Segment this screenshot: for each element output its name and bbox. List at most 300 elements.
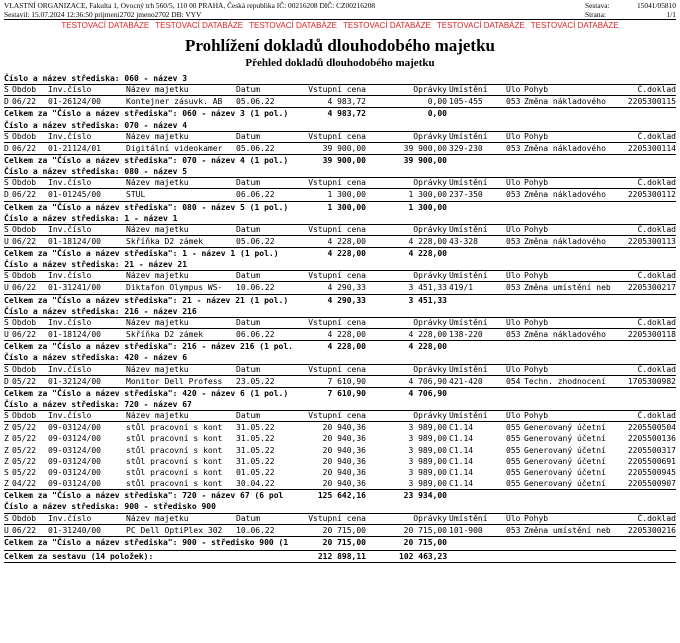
cell-vstupni: 7 610,90 bbox=[327, 376, 366, 386]
cell-s: Z bbox=[4, 456, 9, 466]
cell-datum: 10.06.22 bbox=[236, 283, 275, 293]
cell-nazev: Kontejner zásuvk. AB bbox=[126, 97, 223, 107]
column-header-vstupni: Vstupní cena bbox=[308, 411, 366, 421]
grand-total-row bbox=[4, 550, 676, 563]
cell-opravky: 3 989,00 bbox=[408, 434, 447, 444]
column-header-obdobi: Obdob bbox=[12, 318, 37, 327]
cell-s: D bbox=[4, 97, 9, 107]
cell-pohyb: Změna nákladového bbox=[524, 143, 606, 153]
table-row bbox=[4, 189, 676, 200]
section-total-vstupni: 7 610,90 bbox=[327, 388, 366, 398]
column-header-pohyb: Pohyb bbox=[524, 318, 549, 327]
created-by-line: Sestavil: 15.07.2024 12:36:50 prijmeni2702 jmeno2702 DB: VYV bbox=[4, 10, 202, 19]
column-header-row bbox=[4, 513, 676, 525]
cell-opravky: 20 715,00 bbox=[403, 525, 447, 535]
column-header-s: S bbox=[4, 271, 9, 281]
cell-nazev: stůl pracovní s kont bbox=[126, 467, 223, 477]
cell-inv: 01-31241/00 bbox=[48, 283, 101, 293]
column-header-vstupni: Vstupní cena bbox=[308, 178, 366, 188]
cell-obdobi: 05/22 bbox=[12, 434, 37, 444]
column-header-datum: Datum bbox=[236, 411, 261, 421]
cell-obdobi: 05/22 bbox=[12, 445, 37, 455]
section-total-row bbox=[4, 294, 676, 306]
column-header-pohyb: Pohyb bbox=[524, 85, 549, 95]
section-total-opravky: 4 228,00 bbox=[408, 342, 447, 352]
cell-opravky: 3 989,00 bbox=[408, 445, 447, 455]
section-title-text: Číslo a název střediska: 060 - název 3 bbox=[4, 74, 188, 83]
column-header-doklad: Č.doklad bbox=[637, 178, 676, 188]
column-header-opravky: Oprávky bbox=[413, 271, 447, 281]
column-header-ulo: Úlo bbox=[506, 224, 521, 234]
cell-nazev: stůl pracovní s kont bbox=[126, 456, 223, 466]
cell-vstupni: 4 290,33 bbox=[327, 283, 366, 293]
section-title bbox=[4, 352, 676, 363]
column-header-doklad: Č.doklad bbox=[637, 131, 676, 141]
column-header-obdobi: Obdob bbox=[12, 131, 37, 141]
cell-s: U bbox=[4, 330, 9, 339]
cell-datum: 06.06.22 bbox=[236, 190, 275, 200]
cell-datum: 31.05.22 bbox=[236, 423, 275, 433]
cell-doklad: 2205500504 bbox=[627, 423, 676, 433]
cell-doklad: 2205500691 bbox=[627, 456, 676, 466]
cell-doklad: 2205300118 bbox=[627, 330, 676, 339]
cell-doklad: 2205500317 bbox=[627, 445, 676, 455]
section-title bbox=[4, 259, 676, 270]
cell-pohyb: Změna nákladového bbox=[524, 190, 606, 200]
table-row bbox=[4, 236, 676, 247]
column-header-opravky: Oprávky bbox=[413, 513, 447, 523]
cell-inv: 09-03124/00 bbox=[48, 445, 101, 455]
column-header-umisteni: Umístění bbox=[449, 178, 488, 188]
cell-nazev: Digitální videokamer bbox=[126, 143, 223, 153]
section-title bbox=[4, 166, 676, 177]
column-header-datum: Datum bbox=[236, 224, 261, 234]
cell-obdobi: 06/22 bbox=[12, 283, 37, 293]
column-header-vstupni: Vstupní cena bbox=[308, 364, 366, 374]
cell-opravky: 1 300,00 bbox=[408, 190, 447, 200]
column-header-vstupni: Vstupní cena bbox=[308, 85, 366, 95]
section-total-row bbox=[4, 489, 676, 501]
column-header-datum: Datum bbox=[236, 364, 261, 374]
column-header-s: S bbox=[4, 364, 9, 374]
cell-opravky: 39 900,00 bbox=[403, 143, 447, 153]
cell-vstupni: 20 940,36 bbox=[322, 456, 366, 466]
cell-ulo: 055 bbox=[506, 456, 521, 466]
column-header-umisteni: Umístění bbox=[449, 85, 488, 95]
column-header-doklad: Č.doklad bbox=[637, 411, 676, 421]
column-header-inv: Inv.číslo bbox=[48, 178, 92, 188]
cell-ulo: 055 bbox=[506, 434, 521, 444]
cell-obdobi: 05/22 bbox=[12, 423, 37, 433]
column-header-inv: Inv.číslo bbox=[48, 131, 92, 141]
column-header-inv: Inv.číslo bbox=[48, 271, 92, 281]
cell-opravky: 3 451,33 bbox=[408, 283, 447, 293]
cell-umisteni: 329-230 bbox=[449, 143, 483, 153]
column-header-obdobi: Obdob bbox=[12, 364, 37, 374]
cell-doklad: 2205500945 bbox=[627, 467, 676, 477]
column-header-obdobi: Obdob bbox=[12, 513, 37, 523]
cell-ulo: 053 bbox=[506, 236, 521, 246]
cell-ulo: 053 bbox=[506, 97, 521, 107]
cell-nazev: stůl pracovní s kont bbox=[126, 445, 223, 455]
section-total-opravky: 1 300,00 bbox=[408, 202, 447, 212]
cell-s: D bbox=[4, 376, 9, 386]
column-header-datum: Datum bbox=[236, 271, 261, 281]
cell-ulo: 054 bbox=[506, 376, 521, 386]
cell-umisteni: 43-328 bbox=[449, 236, 478, 246]
cell-datum: 31.05.22 bbox=[236, 434, 275, 444]
cell-obdobi: 05/22 bbox=[12, 467, 37, 477]
cell-opravky: 0,00 bbox=[427, 97, 447, 107]
report-title: Prohlížení dokladů dlouhodobého majetku bbox=[184, 36, 496, 55]
cell-inv: 09-03124/00 bbox=[48, 467, 101, 477]
section-total-vstupni: 1 300,00 bbox=[327, 202, 366, 212]
column-header-nazev: Název majetku bbox=[126, 224, 189, 234]
column-header-row bbox=[4, 410, 676, 422]
cell-datum: 23.05.22 bbox=[236, 376, 275, 386]
table-row bbox=[4, 376, 676, 387]
cell-datum: 05.06.22 bbox=[236, 143, 275, 153]
column-header-datum: Datum bbox=[236, 131, 261, 141]
cell-doklad: 2205300115 bbox=[627, 97, 676, 107]
sestava-value: 15041/05810 bbox=[636, 1, 676, 10]
column-header-umisteni: Umístění bbox=[449, 271, 488, 281]
cell-doklad: 2205300217 bbox=[627, 283, 676, 293]
cell-umisteni: 419/1 bbox=[449, 283, 474, 293]
report-subtitle: Přehled dokladů dlouhodobého majetku bbox=[245, 57, 435, 69]
column-header-opravky: Oprávky bbox=[413, 318, 447, 327]
cell-vstupni: 20 940,36 bbox=[322, 423, 366, 433]
cell-vstupni: 4 228,00 bbox=[327, 236, 366, 246]
section-total-row bbox=[4, 154, 676, 166]
cell-opravky: 3 989,00 bbox=[408, 456, 447, 466]
cell-datum: 10.06.22 bbox=[236, 525, 275, 535]
cell-umisteni: C1.14 bbox=[449, 434, 474, 444]
table-row bbox=[4, 143, 676, 154]
column-header-nazev: Název majetku bbox=[126, 318, 189, 327]
cell-opravky: 4 228,00 bbox=[408, 330, 447, 339]
test-database-label: TESTOVACÍ DATABÁZE bbox=[436, 21, 525, 30]
section-total-label: Celkem za "Číslo a název střediska": 080 - název 5 (1 pol.) bbox=[4, 202, 289, 212]
column-header-doklad: Č.doklad bbox=[637, 85, 676, 95]
section-total-opravky: 0,00 bbox=[427, 109, 447, 119]
column-header-vstupni: Vstupní cena bbox=[308, 513, 366, 523]
section-total-label: Celkem za "Číslo a název střediska": 21 - název 21 (1 pol.) bbox=[4, 295, 289, 305]
column-header-ulo: Úlo bbox=[506, 271, 521, 281]
section-title-text: Číslo a název střediska: 080 - název 5 bbox=[4, 167, 188, 177]
cell-umisteni: C1.14 bbox=[449, 445, 474, 455]
cell-doklad: 2205500907 bbox=[627, 479, 676, 489]
column-header-opravky: Oprávky bbox=[413, 224, 447, 234]
section-total-vstupni: 4 983,72 bbox=[327, 109, 366, 119]
section-total-row bbox=[4, 340, 676, 352]
cell-datum: 01.05.22 bbox=[236, 467, 275, 477]
cell-umisteni: C1.14 bbox=[449, 479, 474, 489]
strana-label: Strana: bbox=[585, 10, 606, 19]
cell-umisteni: C1.14 bbox=[449, 423, 474, 433]
column-header-inv: Inv.číslo bbox=[48, 364, 92, 374]
cell-inv: 01-01245/00 bbox=[48, 190, 101, 200]
section-total-row bbox=[4, 387, 676, 399]
cell-vstupni: 4 983,72 bbox=[327, 97, 366, 107]
cell-datum: 31.05.22 bbox=[236, 445, 275, 455]
column-header-s: S bbox=[4, 85, 9, 95]
section-total-label: Celkem za "Číslo a název střediska": 1 - název 1 (1 pol.) bbox=[4, 249, 279, 259]
cell-nazev: Skříňka D2 zámek bbox=[126, 236, 204, 246]
cell-s: U bbox=[4, 236, 9, 246]
section-total-label: Celkem za "Číslo a název střediska": 900 - středisko 900 (1 bbox=[4, 537, 289, 547]
cell-inv: 01-31240/00 bbox=[48, 525, 101, 535]
table-row bbox=[4, 422, 676, 433]
cell-nazev: PC Dell OptiPlex 302 bbox=[126, 525, 223, 535]
table-row bbox=[4, 96, 676, 107]
sestava-label: Sestava: bbox=[585, 1, 610, 10]
cell-doklad: 1705300982 bbox=[627, 376, 676, 386]
section-total-label: Celkem za "Číslo a název střediska": 216 - název 216 (1 pol. bbox=[4, 342, 293, 352]
cell-vstupni: 20 940,36 bbox=[322, 479, 366, 489]
section-total-opravky: 20 715,00 bbox=[403, 537, 447, 547]
cell-umisteni: C1.14 bbox=[449, 456, 474, 466]
column-header-pohyb: Pohyb bbox=[524, 364, 549, 374]
cell-nazev: Monitor Dell Profess bbox=[126, 376, 223, 386]
cell-obdobi: 06/22 bbox=[12, 190, 37, 200]
table-row bbox=[4, 456, 676, 467]
column-header-s: S bbox=[4, 411, 9, 421]
cell-datum: 31.05.22 bbox=[236, 456, 275, 466]
cell-obdobi: 06/22 bbox=[12, 143, 37, 153]
cell-ulo: 053 bbox=[506, 525, 521, 535]
column-header-pohyb: Pohyb bbox=[524, 411, 549, 421]
column-header-doklad: Č.doklad bbox=[637, 318, 676, 327]
cell-pohyb: Generovaný účetní bbox=[524, 423, 606, 433]
section-total-row bbox=[4, 201, 676, 213]
column-header-obdobi: Obdob bbox=[12, 224, 37, 234]
column-header-vstupni: Vstupní cena bbox=[308, 318, 366, 327]
section-total-opravky: 4 706,90 bbox=[408, 388, 447, 398]
column-header-row bbox=[4, 224, 676, 236]
section-total-label: Celkem za "Číslo a název střediska": 060 - název 3 (1 pol.) bbox=[4, 109, 289, 119]
cell-s: Z bbox=[4, 423, 9, 433]
organization-line: VLASTNÍ ORGANIZACE, Fakulta 1, Ovocný trh 560/5, 110 00 PRAHA, Česká republika IČ: 00216208 DIČ: CZ00216208 bbox=[4, 1, 376, 10]
cell-obdobi: 05/22 bbox=[12, 376, 37, 386]
cell-opravky: 4 706,90 bbox=[408, 376, 447, 386]
column-header-obdobi: Obdob bbox=[12, 271, 37, 281]
test-database-label: TESTOVACÍ DATABÁZE bbox=[155, 21, 244, 30]
cell-umisteni: C1.14 bbox=[449, 467, 474, 477]
grand-total-vstupni: 212 898,11 bbox=[317, 552, 366, 561]
section-title-text: Číslo a název střediska: 420 - název 6 bbox=[4, 353, 188, 363]
cell-s: D bbox=[4, 143, 9, 153]
cell-inv: 01-26124/00 bbox=[48, 97, 101, 107]
table-row bbox=[4, 282, 676, 293]
cell-obdobi: 04/22 bbox=[12, 479, 37, 489]
cell-inv: 09-03124/00 bbox=[48, 479, 101, 489]
table-row bbox=[4, 329, 676, 340]
strana-value: 1/1 bbox=[666, 10, 676, 19]
cell-pohyb: Generovaný účetní bbox=[524, 434, 606, 444]
section-total-label: Celkem za "Číslo a název střediska": 070 - název 4 (1 pol.) bbox=[4, 155, 289, 165]
grand-total-opravky: 102 463,23 bbox=[399, 552, 447, 561]
section-total-row bbox=[4, 107, 676, 119]
test-database-label: TESTOVACÍ DATABÁZE bbox=[61, 21, 150, 30]
test-database-banner bbox=[0, 20, 680, 32]
cell-pohyb: Generovaný účetní bbox=[524, 445, 606, 455]
cell-doklad: 2205300112 bbox=[627, 190, 676, 200]
column-header-ulo: Úlo bbox=[506, 131, 521, 141]
column-header-nazev: Název majetku bbox=[126, 271, 189, 281]
cell-doklad: 2205500136 bbox=[627, 434, 676, 444]
cell-opravky: 4 228,00 bbox=[408, 236, 447, 246]
column-header-row bbox=[4, 177, 676, 189]
cell-ulo: 055 bbox=[506, 467, 521, 477]
cell-ulo: 053 bbox=[506, 143, 521, 153]
column-header-umisteni: Umístění bbox=[449, 131, 488, 141]
grand-total-label: Celkem za sestavu (14 položek): bbox=[4, 552, 154, 561]
column-header-umisteni: Umístění bbox=[449, 364, 488, 374]
cell-vstupni: 4 228,00 bbox=[327, 330, 366, 339]
table-row bbox=[4, 478, 676, 489]
cell-inv: 01-18124/00 bbox=[48, 330, 101, 339]
column-header-inv: Inv.číslo bbox=[48, 411, 92, 421]
cell-doklad: 2205300113 bbox=[627, 236, 676, 246]
section-total-opravky: 4 228,00 bbox=[408, 249, 447, 259]
cell-umisteni: 138-220 bbox=[449, 330, 483, 339]
column-header-pohyb: Pohyb bbox=[524, 131, 549, 141]
cell-ulo: 053 bbox=[506, 190, 521, 200]
cell-datum: 05.06.22 bbox=[236, 97, 275, 107]
cell-pohyb: Změna nákladového bbox=[524, 97, 606, 107]
column-header-umisteni: Umístění bbox=[449, 224, 488, 234]
column-header-obdobi: Obdob bbox=[12, 85, 37, 95]
column-header-s: S bbox=[4, 318, 9, 327]
cell-s: Z bbox=[4, 479, 9, 489]
test-database-label: TESTOVACÍ DATABÁZE bbox=[530, 21, 619, 30]
cell-inv: 01-21124/01 bbox=[48, 143, 101, 153]
column-header-datum: Datum bbox=[236, 178, 261, 188]
cell-s: Z bbox=[4, 434, 9, 444]
column-header-pohyb: Pohyb bbox=[524, 224, 549, 234]
column-header-inv: Inv.číslo bbox=[48, 85, 92, 95]
column-header-opravky: Oprávky bbox=[413, 85, 447, 95]
cell-pohyb: Techn. zhodnocení bbox=[524, 376, 606, 386]
cell-vstupni: 20 715,00 bbox=[322, 525, 366, 535]
column-header-s: S bbox=[4, 224, 9, 234]
section-total-vstupni: 4 290,33 bbox=[327, 295, 366, 305]
cell-ulo: 053 bbox=[506, 283, 521, 293]
section-title-text: Číslo a název střediska: 216 - název 216 bbox=[4, 306, 197, 316]
column-header-obdobi: Obdob bbox=[12, 411, 37, 421]
column-header-opravky: Oprávky bbox=[413, 131, 447, 141]
test-database-label: TESTOVACÍ DATABÁZE bbox=[249, 21, 337, 30]
column-header-umisteni: Umístění bbox=[449, 513, 488, 523]
column-header-s: S bbox=[4, 131, 9, 141]
section-title-text: Číslo a název střediska: 21 - název 21 bbox=[4, 260, 188, 270]
cell-obdobi: 06/22 bbox=[12, 330, 37, 339]
column-header-row bbox=[4, 270, 676, 282]
cell-opravky: 3 989,00 bbox=[408, 467, 447, 477]
cell-doklad: 2205300114 bbox=[627, 143, 676, 153]
table-row bbox=[4, 433, 676, 444]
cell-inv: 01-18124/00 bbox=[48, 236, 101, 246]
cell-obdobi: 06/22 bbox=[12, 236, 37, 246]
cell-s: U bbox=[4, 283, 9, 293]
column-header-datum: Datum bbox=[236, 85, 261, 95]
test-database-label: TESTOVACÍ DATABÁZE bbox=[343, 21, 431, 30]
column-header-umisteni: Umístění bbox=[449, 411, 488, 421]
column-header-opravky: Oprávky bbox=[413, 364, 447, 374]
cell-s: D bbox=[4, 190, 9, 200]
column-header-ulo: Úlo bbox=[506, 85, 521, 95]
cell-doklad: 2205300216 bbox=[627, 525, 676, 535]
section-title-text: Číslo a název střediska: 070 - název 4 bbox=[4, 120, 188, 130]
cell-s: S bbox=[4, 467, 9, 477]
cell-s: Z bbox=[4, 445, 9, 455]
cell-pohyb: Změna nákladového bbox=[524, 330, 606, 339]
cell-datum: 05.06.22 bbox=[236, 236, 275, 246]
column-header-row bbox=[4, 317, 676, 329]
cell-pohyb: Generovaný účetní bbox=[524, 467, 606, 477]
cell-nazev: stůl pracovní s kont bbox=[126, 434, 223, 444]
cell-nazev: stůl pracovní s kont bbox=[126, 423, 223, 433]
cell-ulo: 055 bbox=[506, 479, 521, 489]
section-total-vstupni: 125 642,16 bbox=[317, 491, 366, 501]
column-header-ulo: Úlo bbox=[506, 318, 521, 327]
column-header-nazev: Název majetku bbox=[126, 411, 189, 421]
column-header-row bbox=[4, 364, 676, 376]
section-title bbox=[4, 399, 676, 410]
table-row bbox=[4, 525, 676, 536]
section-title-text: Číslo a název střediska: 1 - název 1 bbox=[4, 213, 178, 223]
column-header-row bbox=[4, 131, 676, 143]
section-title-text: Číslo a název střediska: 900 - středisko 900 bbox=[4, 502, 216, 512]
cell-ulo: 055 bbox=[506, 423, 521, 433]
cell-inv: 09-03124/00 bbox=[48, 423, 101, 433]
cell-obdobi: 06/22 bbox=[12, 97, 37, 107]
cell-umisteni: 237-350 bbox=[449, 190, 483, 200]
section-total-label: Celkem za "Číslo a název střediska": 420 - název 6 (1 pol.) bbox=[4, 388, 289, 398]
column-header-ulo: Úlo bbox=[506, 364, 521, 374]
section-total-vstupni: 20 715,00 bbox=[322, 537, 366, 547]
cell-pohyb: Změna umístění neb bbox=[524, 283, 611, 293]
section-title bbox=[4, 501, 676, 512]
column-header-inv: Inv.číslo bbox=[48, 513, 92, 523]
cell-opravky: 3 989,00 bbox=[408, 479, 447, 489]
cell-datum: 30.04.22 bbox=[236, 479, 275, 489]
cell-s: U bbox=[4, 525, 9, 535]
column-header-nazev: Název majetku bbox=[126, 85, 189, 95]
cell-vstupni: 20 940,36 bbox=[322, 445, 366, 455]
column-header-s: S bbox=[4, 178, 9, 188]
section-total-vstupni: 4 228,00 bbox=[327, 342, 366, 352]
section-title bbox=[4, 120, 676, 131]
cell-nazev: STUL bbox=[126, 190, 146, 200]
column-header-pohyb: Pohyb bbox=[524, 271, 549, 281]
column-header-pohyb: Pohyb bbox=[524, 513, 549, 523]
cell-nazev: Skříňka D2 zámek bbox=[126, 330, 204, 339]
column-header-s: S bbox=[4, 513, 9, 523]
cell-obdobi: 05/22 bbox=[12, 456, 37, 466]
section-total-opravky: 3 451,33 bbox=[408, 295, 447, 305]
cell-vstupni: 20 940,36 bbox=[322, 467, 366, 477]
section-title bbox=[4, 306, 676, 317]
column-header-opravky: Oprávky bbox=[413, 411, 447, 421]
column-header-doklad: Č.doklad bbox=[637, 224, 676, 234]
cell-pohyb: Generovaný účetní bbox=[524, 456, 606, 466]
cell-vstupni: 1 300,00 bbox=[327, 190, 366, 200]
section-total-opravky: 23 934,00 bbox=[403, 491, 447, 501]
cell-inv: 01-32124/00 bbox=[48, 376, 101, 386]
column-header-ulo: Úlo bbox=[506, 411, 521, 421]
